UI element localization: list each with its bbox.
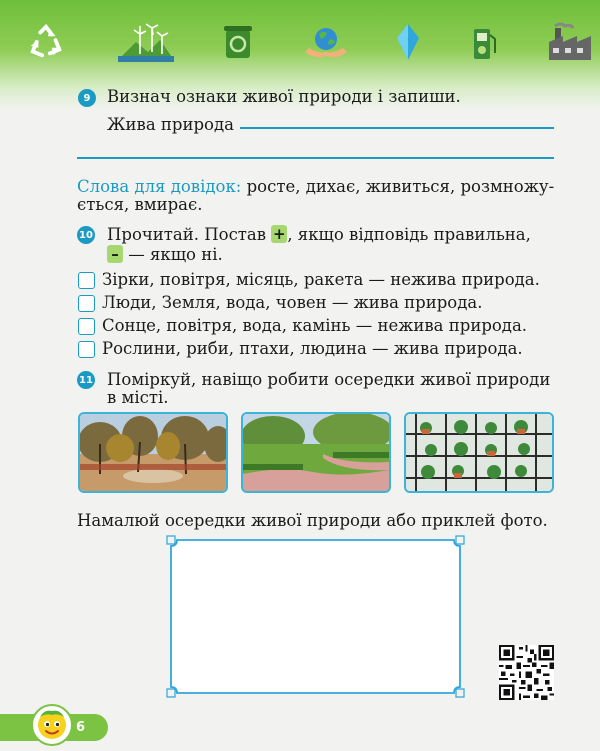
page-number: 6 [76, 720, 86, 735]
globe-hands-icon [302, 20, 350, 64]
recycle-icon [24, 20, 68, 64]
task-10-instruction-2 [107, 243, 223, 267]
hint-words-2: ється, вмирає. [77, 195, 203, 214]
mascot-icon [30, 703, 74, 747]
photo-park-trees [78, 412, 228, 493]
minus-mark: – [107, 245, 123, 263]
statement-4: Рослини, риби, птахи, людина — жива природа. [102, 339, 523, 358]
checkbox-2[interactable] [78, 295, 95, 312]
task-9-prompt: Визнач ознаки живої природи і запиши. [107, 87, 461, 106]
hint-words-1: росте, дихає, живиться, розмножу- [241, 177, 555, 196]
qr-code[interactable] [499, 645, 554, 700]
task-11-line-2: в місті. [107, 388, 169, 407]
task-11-line-1: Поміркуй, навіщо робити осередки живої природи [107, 370, 551, 389]
task-10-number: 10 [77, 226, 95, 244]
hint-label: Слова для довідок: [77, 177, 242, 196]
water-drop-icon [386, 20, 430, 64]
living-nature-label: Жива природа [107, 115, 234, 134]
draw-prompt: Намалюй осередки живої природи або приклей фото. [77, 511, 548, 530]
checkbox-3[interactable] [78, 318, 95, 335]
statement-2: Люди, Земля, вода, човен — жива природа. [102, 293, 483, 312]
task-11-number: 11 [77, 371, 95, 389]
answer-line-1[interactable] [240, 127, 554, 129]
task-10-text-a: Прочитай. Постав [107, 225, 272, 244]
factory-icon [544, 20, 596, 64]
header-icon-row [0, 20, 600, 68]
checkbox-4[interactable] [78, 341, 95, 358]
photo-plant-shelves [404, 412, 554, 493]
task-10-text-c: — якщо ні. [123, 245, 223, 264]
statement-3: Сонце, повітря, вода, камінь — нежива природа. [102, 316, 528, 335]
checkbox-1[interactable] [78, 272, 95, 289]
fuel-pump-icon [462, 20, 506, 64]
answer-line-2[interactable] [77, 157, 554, 159]
recycle-bin-icon [216, 20, 260, 64]
statement-1: Зірки, повітря, місяць, ракета — нежива природа. [102, 270, 540, 289]
wind-turbines-icon [118, 20, 174, 64]
plus-mark: + [273, 225, 286, 243]
task-10-text-b: , якщо відповідь правильна, [287, 225, 531, 244]
task-9-number: 9 [78, 89, 96, 107]
drawing-frame[interactable] [165, 534, 466, 699]
photo-garden-path [241, 412, 391, 493]
